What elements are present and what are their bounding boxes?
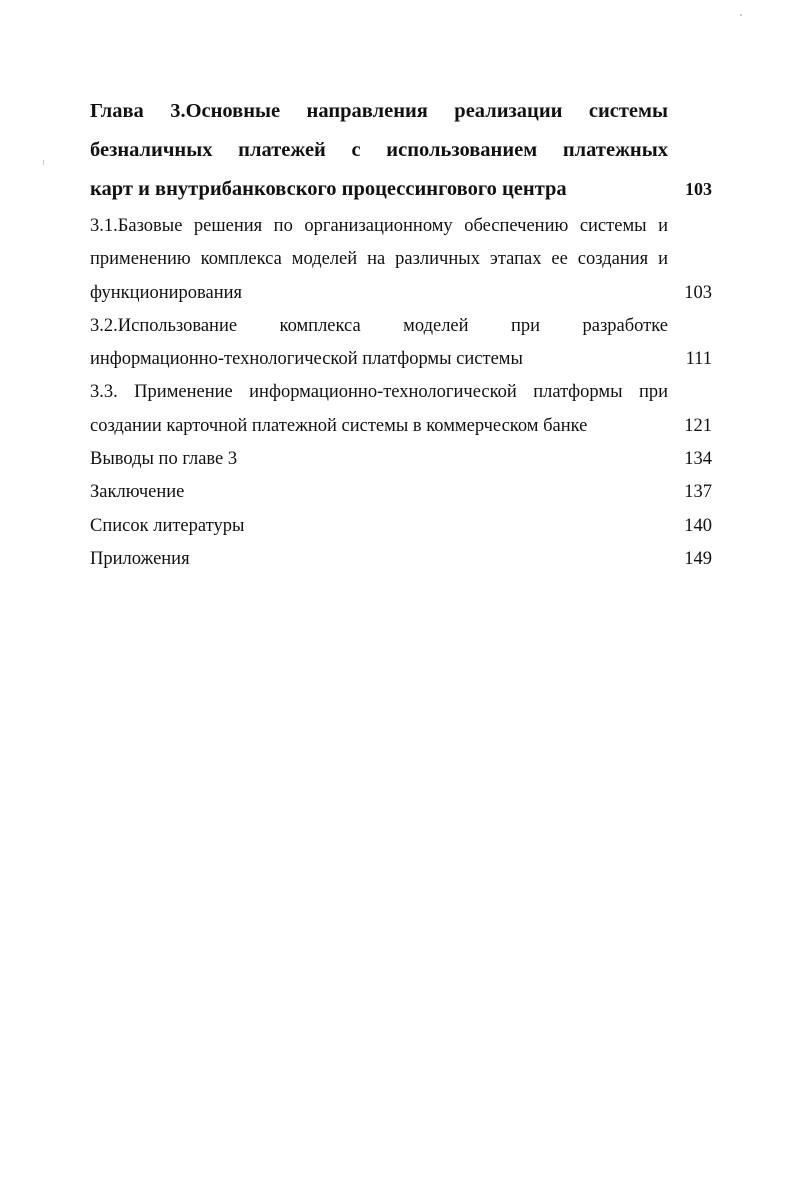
toc-page-number: 103 — [684, 282, 712, 303]
toc-line: безналичных платежей с использованием платежных — [90, 139, 668, 161]
toc-line: функционирования — [90, 282, 243, 303]
toc-entry-title — [90, 543, 668, 576]
toc-entry-title — [90, 476, 668, 509]
scan-speck — [43, 160, 44, 165]
toc-entry-title — [90, 210, 668, 310]
toc-entry-title — [90, 510, 668, 543]
toc-line: Выводы по главе 3 — [90, 449, 238, 470]
toc-page-number: 140 — [684, 515, 712, 536]
toc-page-number: 111 — [685, 349, 712, 370]
toc-line: Заключение — [90, 482, 185, 503]
toc-entry-references[interactable] — [90, 510, 712, 543]
table-of-contents — [90, 92, 712, 576]
toc-page-number: 103 — [685, 179, 712, 199]
toc-line: 3.1.Базовые решения по организационному обеспечению системы и — [90, 216, 668, 236]
toc-entry-chapter-3[interactable] — [90, 92, 712, 209]
toc-entry-title — [90, 376, 668, 443]
toc-line: применению комплекса моделей на различных этапах ее создания и — [90, 249, 668, 270]
toc-entry-section-3-2[interactable] — [90, 310, 712, 377]
toc-entry-appendices[interactable] — [90, 543, 712, 576]
toc-line: создании карточной платежной системы в коммерческом банке — [90, 415, 588, 436]
toc-line: информационно-технологической платформы системы — [90, 349, 523, 370]
toc-line: 3.2.Использование комплекса моделей при разработке — [90, 315, 668, 336]
toc-line: 3.3. Применение информационно-технологической платформы при — [90, 382, 668, 403]
toc-entry-conclusions[interactable] — [90, 443, 712, 476]
toc-page-number: 137 — [684, 482, 712, 503]
toc-entry-title — [90, 92, 668, 209]
toc-entry-title — [90, 443, 668, 476]
toc-line: карт и внутрибанковского процессингового центра — [90, 178, 567, 200]
toc-entry-title — [90, 310, 668, 377]
toc-page-number: 134 — [684, 449, 712, 470]
toc-page-number: 149 — [684, 548, 712, 569]
toc-entry-final[interactable] — [90, 476, 712, 509]
toc-entry-section-3-3[interactable] — [90, 376, 712, 443]
toc-line: Глава 3.Основные направления реализации системы — [90, 100, 668, 122]
scan-speck — [740, 14, 742, 16]
toc-entry-section-3-1[interactable] — [90, 210, 712, 310]
toc-line: Приложения — [90, 548, 190, 569]
toc-line: Список литературы — [90, 515, 245, 536]
toc-page-number: 121 — [684, 415, 712, 436]
